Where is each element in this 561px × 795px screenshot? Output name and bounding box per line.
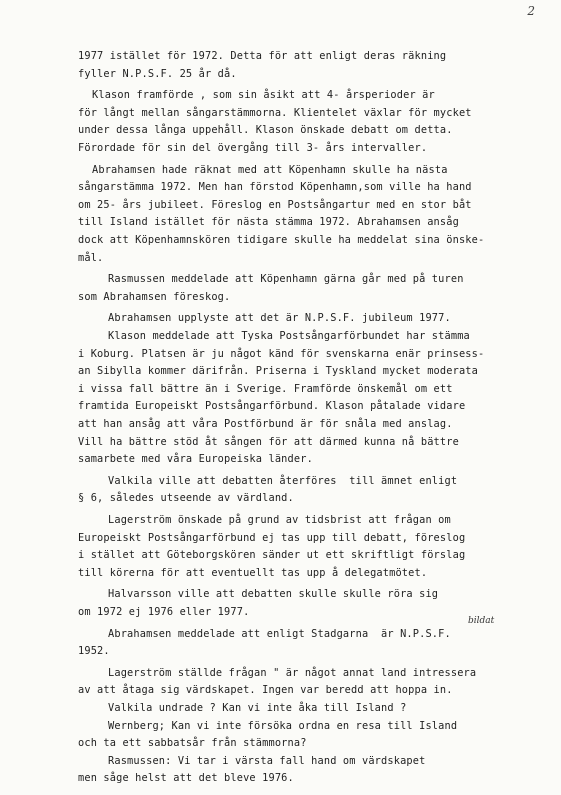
text-line: Lagerström önskade på grund av tidsbrist att frågan om [108, 514, 451, 526]
text-line: om 1972 ej 1976 eller 1977. [78, 606, 250, 618]
text-line: Lagerström ställde frågan " är något annat land intressera [108, 666, 477, 679]
text-line: och ta ett sabbatsår från stämmorna? [78, 737, 307, 750]
text-line: Valkila undrade ? Kan vi inte åka till Island ? [108, 702, 407, 714]
text-line: fyller N.P.S.F. 25 år då. [78, 67, 237, 80]
text-line: framtida Europeiskt Postsångarförbund. Klason påtalade vidare [78, 400, 466, 413]
text-line: dock att Köpenhamnskören tidigare skulle ha meddelat sina önske- [78, 234, 485, 246]
text-line: 1952. [78, 645, 110, 658]
text-line: Wernberg; Kan vi inte försöka ordna en resa till Island [108, 719, 458, 732]
text-line: Klason framförde , som sin åsikt att 4- årsperioder är [92, 89, 435, 102]
text-line: i vissa fall bättre än i Sverige. Framförde önskemål om ett [78, 382, 453, 395]
text-line: Klason meddelade att Tyska Postsångarförbundet har stämma [108, 330, 470, 342]
text-line: Valkila ville att debatten återföres till ämnet enligt [108, 474, 458, 487]
text-line: 1977 istället för 1972. Detta för att enligt deras räkning [78, 50, 447, 62]
text-line: sångarstämma 1972. Men han förstod Köpenhamn,som ville ha hand [78, 181, 472, 194]
text-line: samarbete med våra Europeiska länder. [78, 453, 313, 466]
text-line: an Sibylla kommer därifrån. Priserna i Tyskland mycket moderata [78, 365, 479, 378]
text-line: Förordade för sin del övergång till 3- års intervaller. [78, 142, 428, 154]
text-line: Rasmussen meddelade att Köpenhamn gärna går med på turen [108, 273, 464, 286]
handwritten-note: bildat [468, 615, 495, 626]
text-line: Rasmussen: Vi tar i värsta fall hand om värdskapet [108, 754, 426, 767]
text-line: Abrahamsen hade räknat med att Köpenhamn skulle ha nästa [92, 163, 448, 176]
text-line: till körerna för att eventuellt tas upp å delegatmötet. [78, 566, 428, 579]
text-line: i Koburg. Platsen är ju något känd för svenskarna enär prinsess- [78, 347, 485, 360]
text-line: Halvarsson ville att debatten skulle skulle röra sig [108, 588, 439, 601]
text-line: mål. [78, 251, 104, 264]
text-line: Abrahamsen meddelade att enligt Stadgarna är N.P.S.F. [108, 627, 451, 640]
text-line: i stället att Göteborgskören sänder ut ett skriftligt förslag [78, 549, 466, 562]
text-line: för långt mellan sångarstämmorna. Klientelet växlar för mycket [78, 106, 472, 119]
text-line: Europeiskt Postsångarförbund ej tas upp till debatt, föreslog [78, 531, 466, 544]
text-line: som Abrahamsen föreskog. [78, 290, 231, 303]
text-line: Abrahamsen upplyste att det är N.P.S.F. jubileum 1977. [108, 312, 451, 325]
text-line: men såge helst att det bleve 1976. [78, 772, 294, 785]
text-line: om 25- års jubileet. Föreslog en Postsångartur med en stor båt [78, 198, 472, 211]
text-line: § 6, således utseende av värdland. [78, 492, 294, 505]
text-line: under dessa långa uppehåll. Klason önskade debatt om detta. [78, 124, 453, 137]
text-line: Vill ha bättre stöd åt sången för att därmed kunna nå bättre [78, 435, 459, 448]
text-line: att han ansåg att våra Postförbund är för snåla med anslag. [78, 418, 453, 430]
text-line: till Island istället för nästa stämma 1972. Abrahamsen ansåg [78, 216, 459, 229]
page-number: 2 [527, 4, 535, 18]
text-line: av att åtaga sig värdskapet. Ingen var beredd att hoppa in. [78, 684, 453, 697]
